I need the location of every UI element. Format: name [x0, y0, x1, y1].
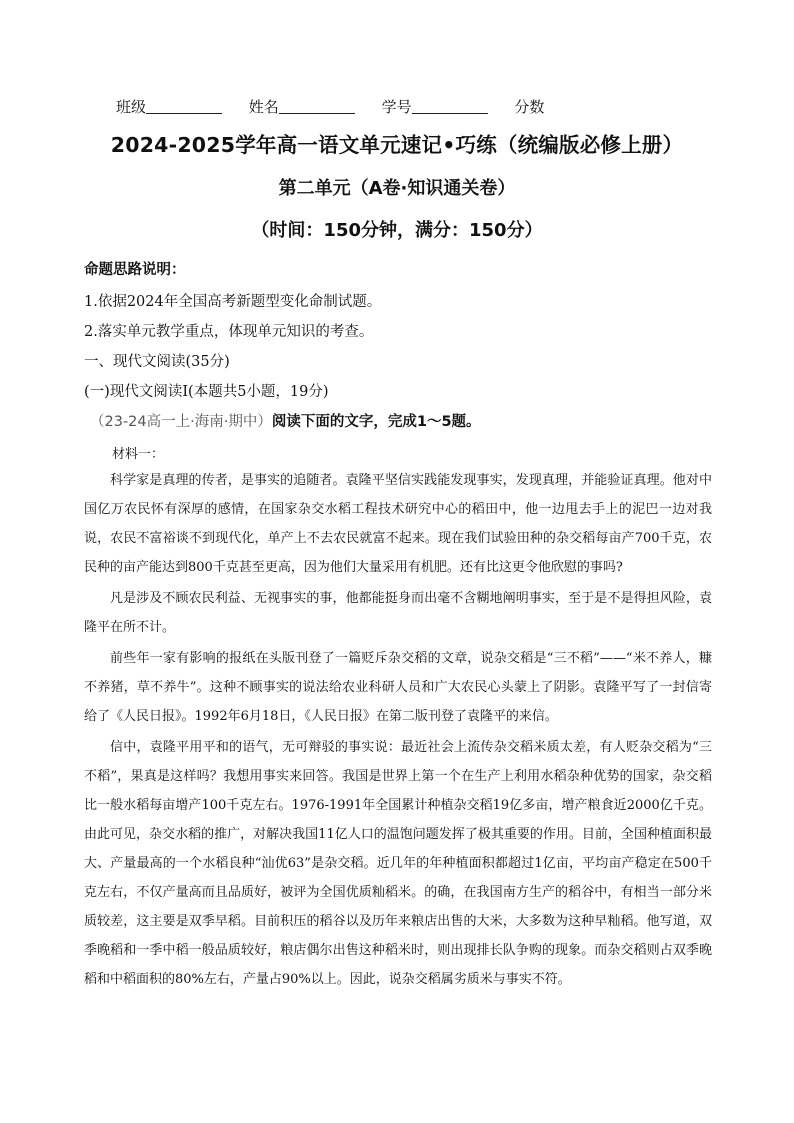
time-score-info: （时间：150分钟，满分：150分）: [251, 220, 543, 241]
student-id-field: [382, 96, 488, 117]
reading-passage: [84, 466, 712, 996]
note-item-2: 2.落实单元教学重点，体现单元知识的考查。: [84, 324, 374, 340]
passage-paragraph: 信中，袁隆平用平和的语气，无可辩驳的事实说：最近社会上流传杂交稻米质太差，有人贬杂交稻为“三不稻”，果真是这样吗？我想用事实来回答。我国是世界上第一个在生产上利用水稻杂种优势的国家，杂交稻比一般水稻每亩增产100千克左右。1976-1991年全国累计种植杂交稻19亿多亩，增产粮食近2000亿千克。由此可见，杂交水稻的推广，对解决我国11亿人口的温饱问题发挥了极其重要的作用。目前，全国种植面积最大、产量最高的一个水稻良种“汕优63”是杂交稻。近几年的年种植面积都超过1亿亩，平均亩产稳定在500千克左右，不仅产量高而且品质好，被评为全国优质籼稻米。的确，在我国南方生产的稻谷中，有相当一部分米质较差，这主要是双季早稻。目前积压的稻谷以及历年来粮店出售的大米，大多数为这种早籼稻。他写道，双季晚稻和一季中稻一般品质较好，粮店偶尔出售这种稻米时，则出现排长队争购的现象。而杂交稻则占双季晚稻和中稻面积的80%左右，产量占90%以上。因此，说杂交稻属劣质米与事实不符。: [84, 740, 712, 987]
name-blank[interactable]: [279, 99, 355, 114]
student-info-row: [116, 96, 566, 117]
exam-title: 2024-2025学年高一语文单元速记•巧练（统编版必修上册）: [110, 133, 684, 157]
unit-subtitle: 第二单元（A卷·知识通关卷）: [278, 178, 516, 199]
material-label: 材料一：: [112, 447, 165, 462]
score-label: 分数: [514, 98, 545, 116]
source-reference: （23-24高一上·海南·期中）: [90, 414, 272, 430]
student-id-label: 学号: [381, 98, 412, 116]
score-field: [514, 96, 544, 117]
passage-paragraph: 凡是涉及不顾农民利益、无视事实的事，他都能挺身而出毫不含糊地阐明事实，至于是不是得担风险，袁隆平在所不计。: [84, 591, 712, 635]
class-blank[interactable]: [146, 99, 222, 114]
class-field: [116, 96, 222, 117]
part-title: (一)现代文阅读Ⅰ(本题共5小题，19分): [84, 384, 329, 400]
reading-prompt: 阅读下面的文字，完成1～5题。: [271, 414, 481, 430]
passage-paragraph: 科学家是真理的传者，是事实的追随者。袁隆平坚信实践能发现事实，发现真理，并能验证真理。他对中国亿万农民怀有深厚的感情，在国家杂交水稻工程技术研究中心的稻田中，他一边甩去手上的泥巴一边对我说，农民不富裕谈不到现代化，单产上不去农民就富不起来。现在我们试验田种的杂交稻每亩产700千克，农民种的亩产能达到800千克甚至更高，因为他们大量采用有机肥。还有比这更令他欣慰的事吗?: [84, 473, 712, 575]
student-id-blank[interactable]: [412, 99, 488, 114]
section-title: 一、现代文阅读(35分): [84, 354, 230, 370]
name-field: [249, 96, 355, 117]
note-item-1: 1.依据2024年全国高考新题型变化命制试题。: [84, 294, 382, 310]
class-label: 班级: [116, 98, 147, 116]
name-label: 姓名: [248, 98, 279, 116]
notes-heading: 命题思路说明：: [84, 262, 186, 278]
question-source: [90, 410, 481, 431]
passage-paragraph: 前些年一家有影响的报纸在头版刊登了一篇贬斥杂交稻的文章，说杂交稻是“三不稻”——“米不养人，糠不养猪，草不养牛”。这种不顾事实的说法给农业科研人员和广大农民心头蒙上了阴影。袁隆平写了一封信寄给了《人民日报》。1992年6月18日，《人民日报》在第二版刊登了袁隆平的来信。: [84, 651, 712, 724]
